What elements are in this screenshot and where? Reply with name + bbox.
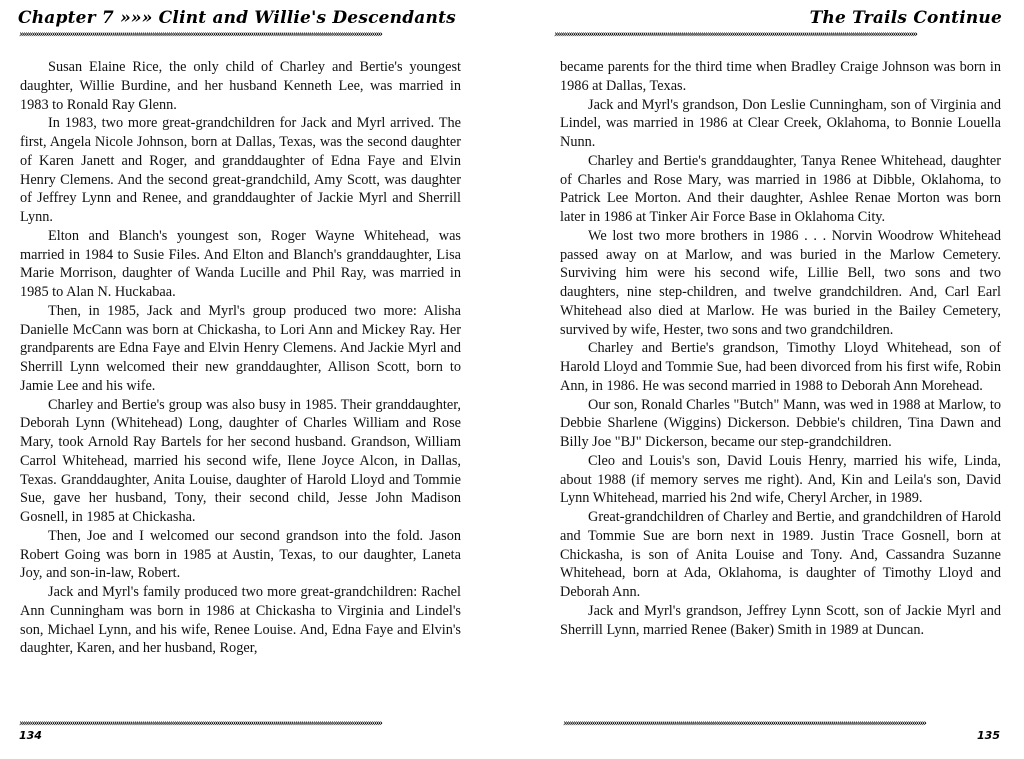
page-number: 134 xyxy=(19,729,42,742)
paragraph: In 1983, two more great-grandchildren for Jack and Myrl arrived. The first, Angela Nicole Johnson, born at Dallas, Texas, was the second daughter of Karen Janett and Roger, and granddaughter of Edna Faye and Elvin Henry Clemens. And the second great-grandchild, Amy Scott, was daughter of Jeffrey Lynn and Renee, and granddaughter of Jackie Myrl and Sherrill Lynn. xyxy=(20,115,461,225)
paragraph: Then, in 1985, Jack and Myrl's group produced two more: Alisha Danielle McCann was born at Chickasha, to Lori Ann and Mickey Ray. Her grandparents are Edna Faye and Elvin Henry Clemens. And Jackie Myrl and Sherrill Lynn welcomed their new granddaughter, Allison Scott, born to Jamie Lee and his wife. xyxy=(20,302,461,394)
paragraph: Jack and Myrl's grandson, Don Leslie Cunningham, son of Virginia and Lindel, was married in 1986 at Clear Creek, Oklahoma, to Bonnie Louella Nunn. xyxy=(560,96,1001,150)
paragraph: Susan Elaine Rice, the only child of Charley and Bertie's youngest daughter, Willie Burdine, and her husband Kenneth Lee, was married in 1983 to Ronald Ray Glenn. xyxy=(20,59,461,113)
right-page xyxy=(512,0,1024,759)
section-header: The Trails Continue xyxy=(809,8,1002,28)
header-chevron-divider: »»»»»»»»»»»»»»»»»»»»»»»»»»»»»»»»»»»»»»»»»»»»»»»»»»»»»»»»»»»»»»»»»»»»»»»»»»»»»»»»»»»»»»»»»» xyxy=(554,31,917,39)
paragraph: Jack and Myrl's family produced two more great-grandchildren: Rachel Ann Cunningham was born in 1986 at Chickasha to Virginia and Lindel's son, Michael Lynn, and his wife, Renee Louise. And, Edna Faye and Elvin's daughter, Karen, and her husband, Roger, xyxy=(20,584,461,657)
right-page-body xyxy=(560,58,1001,639)
page-number: 135 xyxy=(977,729,1000,742)
paragraph: Then, Joe and I welcomed our second grandson into the fold. Jason Robert Going was born in 1985 at Austin, Texas, to our daughter, Laneta Joy, and son-in-law, Robert. xyxy=(20,527,461,582)
paragraph: Great-grandchildren of Charley and Bertie, and grandchildren of Harold and Tommie Sue are born next in 1989. Justin Trace Gosnell, born at Chickasha, is son of Anita Louise and Tony. And, Cassandra Suzanne Whitehead, born at Ada, Oklahoma, is daughter of Timothy Lloyd and Deborah Ann. xyxy=(560,509,1001,600)
paragraph: Jack and Myrl's grandson, Jeffrey Lynn Scott, son of Jackie Myrl and Sherrill Lynn, married Renee (Baker) Smith in 1989 at Duncan. xyxy=(560,602,1001,638)
chapter-header: Chapter 7 »»» Clint and Willie's Descendants xyxy=(18,8,456,28)
footer-chevron-divider: »»»»»»»»»»»»»»»»»»»»»»»»»»»»»»»»»»»»»»»»»»»»»»»»»»»»»»»»»»»»»»»»»»»»»»»»»»»»»»»»»»»»»»»»»» xyxy=(563,720,926,728)
paragraph: Charley and Bertie's granddaughter, Tanya Renee Whitehead, daughter of Charles and Rose Mary, was married in 1986 at Dibble, Oklahoma, to Patrick Lee Morton. And their daughter, Ashlee Renae Morton was born later in 1986 at Tinker Air Force Base in Oklahoma City. xyxy=(560,152,1001,225)
paragraph: Elton and Blanch's youngest son, Roger Wayne Whitehead, was married in 1984 to Susie Files. And Elton and Blanch's granddaughter, Lisa Marie Morrison, daughter of Wanda Lucille and Phil Ray, was married in 1985 to Alan N. Huckabaa. xyxy=(20,227,461,300)
paragraph: We lost two more brothers in 1986 . . . Norvin Woodrow Whitehead passed away on at Marlow, and was buried in the Marlow Cemetery. Surviving him were his second wife, Lillie Bell, two sons and two daughters, nine step-children, and twelve grandchildren. And, Carl Earl Whitehead also died at Marlow. He was buried in the Bailey Cemetery, survived by wife, Hester, two sons and two grandchildren. xyxy=(560,227,1001,338)
paragraph: Our son, Ronald Charles "Butch" Mann, was wed in 1988 at Marlow, to Debbie Sharlene (Wiggins) Dickerson. Debbie's children, Tina Dawn and Billy Joe "BJ" Dickerson, became our step-grandchildren. xyxy=(560,396,1001,450)
left-page-body xyxy=(20,58,461,658)
continued-paragraph: became parents for the third time when Bradley Craige Johnson was born in 1986 at Dallas, Texas. xyxy=(560,59,1001,94)
paragraph: Charley and Bertie's group was also busy in 1985. Their granddaughter, Deborah Lynn (Whitehead) Long, daughter of Charles William and Rose Mary, took Arnold Ray Bartels for her second husband. Grandson, William Carrol Whitehead, married his second wife, Ilene Joyce Alcon, in Dallas, Texas. Granddaughter, Anita Louise, daughter of Harold Lloyd and Tommie Sue, gave her husband, Tony, their second child, Jesse John Madison Gosnell, in 1985 at Chickasha. xyxy=(20,396,461,525)
paragraph: Charley and Bertie's grandson, Timothy Lloyd Whitehead, son of Harold Lloyd and Tommie Sue, had been divorced from his first wife, Robin Ann, in 1986. He was second married in 1988 to Deborah Ann Morehead. xyxy=(560,340,1001,394)
footer-chevron-divider: »»»»»»»»»»»»»»»»»»»»»»»»»»»»»»»»»»»»»»»»»»»»»»»»»»»»»»»»»»»»»»»»»»»»»»»»»»»»»»»»»»»»»»»»»» xyxy=(19,720,382,728)
header-chevron-divider: »»»»»»»»»»»»»»»»»»»»»»»»»»»»»»»»»»»»»»»»»»»»»»»»»»»»»»»»»»»»»»»»»»»»»»»»»»»»»»»»»»»»»»»»»» xyxy=(19,31,382,39)
paragraph: Cleo and Louis's son, David Louis Henry, married his wife, Linda, about 1988 (if memory serves me right). And, Kin and Leila's son, David Lynn Whitehead, married his 2nd wife, Cheryl Archer, in 1989. xyxy=(560,452,1001,507)
